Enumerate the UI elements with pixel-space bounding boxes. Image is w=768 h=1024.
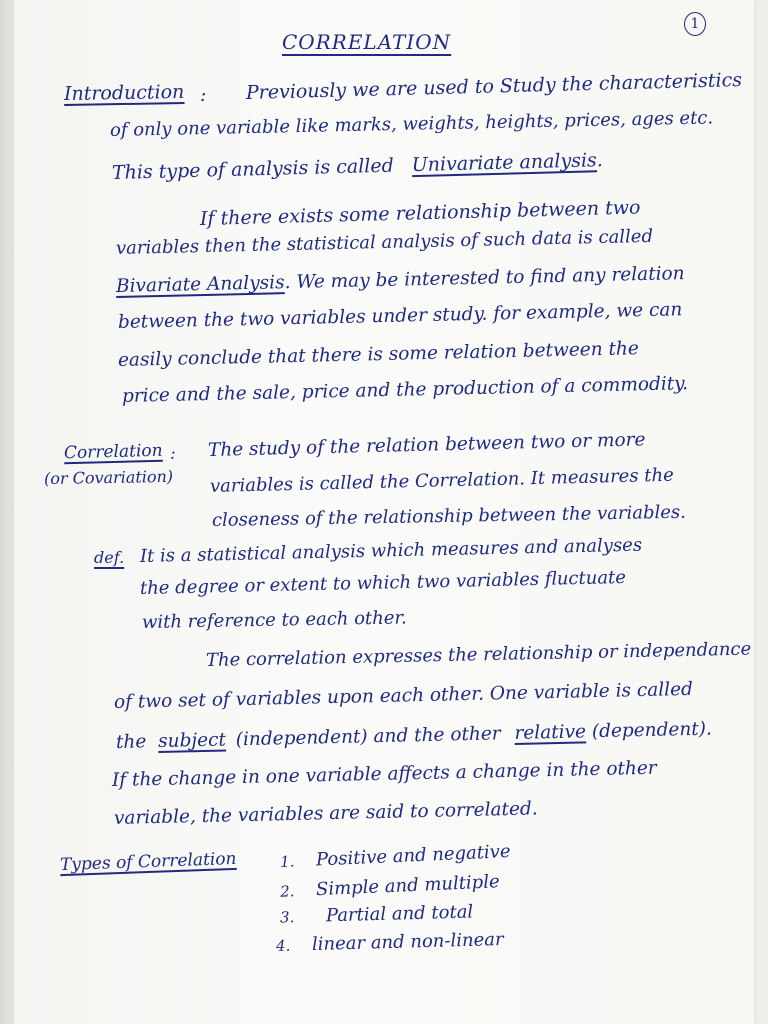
correlation-line2: variables is called the Correlation. It measures the bbox=[209, 464, 674, 497]
types-item-number: 2. bbox=[279, 882, 295, 901]
definition-line2: the degree or extent to which two variables fluctuate bbox=[139, 566, 627, 599]
relative-term: relative bbox=[514, 721, 587, 744]
intro-p2-line2: variables then the statistical analysis of such data is called bbox=[115, 225, 654, 259]
page-number: 1 bbox=[684, 12, 706, 36]
intro-p2-line5: easily conclude that there is some relation between the bbox=[117, 338, 640, 371]
types-label: Types of Correlation bbox=[59, 848, 237, 876]
p3-line3-pre: the bbox=[115, 731, 147, 753]
introduction-colon: : bbox=[200, 84, 207, 106]
correlation-line3: closeness of the relationship between the variables. bbox=[211, 501, 687, 531]
bivariate-term: Bivariate Analysis bbox=[115, 272, 285, 297]
intro-p1-line3-post: . bbox=[596, 149, 604, 172]
types-item bbox=[280, 903, 474, 926]
covariation-label: (or Covariation) bbox=[43, 466, 174, 489]
p3-line3-post: (dependent). bbox=[591, 718, 713, 743]
subject-term: subject bbox=[157, 729, 227, 753]
types-item-text: linear and non-linear bbox=[311, 929, 504, 956]
correlation-p3-line5: variable, the variables are said to correlated. bbox=[113, 798, 538, 829]
types-item-text: Simple and multiple bbox=[315, 871, 501, 901]
intro-p2-line6: price and the sale, price and the production of a commodity. bbox=[121, 373, 689, 407]
definition-line3: with reference to each other. bbox=[141, 607, 407, 633]
intro-p2-line4: between the two variables under study. for example, we can bbox=[117, 299, 683, 333]
correlation-p3-line1: The correlation expresses the relationship or independance bbox=[205, 638, 752, 671]
correlation-p3-line2: of two set of variables upon each other. One variable is called bbox=[113, 678, 694, 713]
page-title: CORRELATION bbox=[282, 30, 452, 54]
introduction-label: Introduction bbox=[63, 80, 185, 106]
intro-p1-line1: Previously we are used to Study the characteristics bbox=[245, 69, 743, 104]
types-item-number: 4. bbox=[275, 936, 291, 955]
p3-line3-mid: (independent) and the other bbox=[235, 723, 501, 751]
correlation-label: Correlation bbox=[63, 440, 163, 464]
definition-label: def. bbox=[94, 548, 125, 567]
univariate-term: Univariate analysis bbox=[411, 149, 598, 177]
intro-p2-line3-post: . We may be interested to find any relation bbox=[284, 263, 685, 294]
types-item-number: 1. bbox=[279, 852, 295, 872]
correlation-line1: The study of the relation between two or more bbox=[207, 429, 646, 461]
definition-line1: It is a statistical analysis which measures and analyses bbox=[139, 534, 643, 567]
correlation-p3-line4: If the change in one variable affects a change in the other bbox=[111, 757, 657, 791]
intro-p1-line2: of only one variable like marks, weights, heights, prices, ages etc. bbox=[109, 107, 714, 141]
types-item-number: 3. bbox=[279, 908, 295, 927]
types-item-text: Positive and negative bbox=[315, 840, 511, 871]
intro-p1-line3-pre: This type of analysis is called bbox=[111, 154, 395, 184]
types-item-text: Partial and total bbox=[325, 901, 474, 927]
intro-p2-line1: If there exists some relationship between two bbox=[199, 196, 641, 230]
correlation-colon: : bbox=[170, 444, 176, 464]
